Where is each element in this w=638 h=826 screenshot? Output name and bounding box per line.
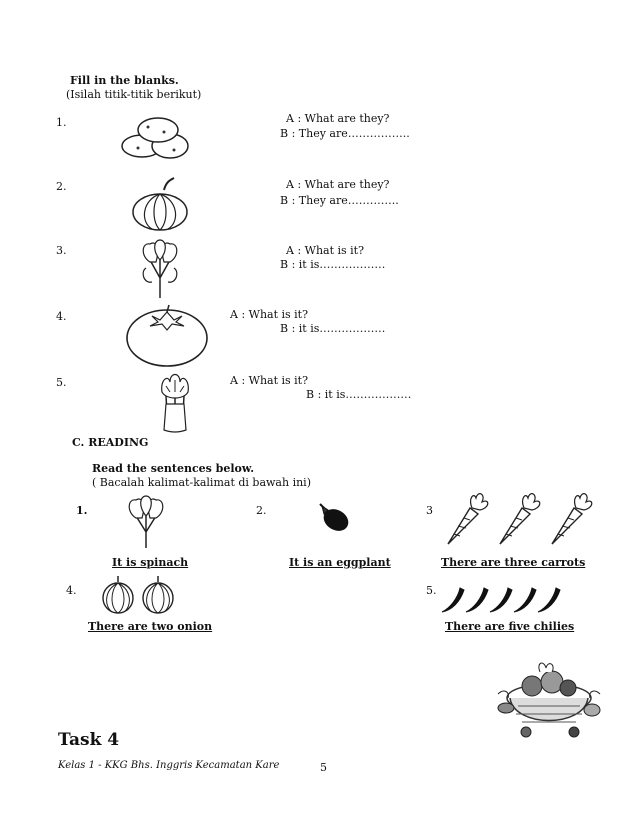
page-number: 5 xyxy=(320,761,327,774)
reading-caption-1: It is spinach xyxy=(112,556,189,569)
celery-icon xyxy=(158,370,192,432)
reading-caption-4: There are two onion xyxy=(88,620,213,633)
potatoes-icon xyxy=(118,112,198,162)
reading-instruction: Read the sentences below. xyxy=(92,462,255,475)
blank-number-5: 5. xyxy=(56,376,67,389)
dialog-a-5: A : What is it? xyxy=(230,374,309,387)
reading-instruction-id: ( Bacalah kalimat-kalimat di bawah ini) xyxy=(92,476,311,489)
page-subtitle: (Isilah titik-titik berikut) xyxy=(66,88,202,101)
reading-number-2: 2. xyxy=(256,504,267,517)
dialog-b-1: B : They are…………….. xyxy=(280,127,410,140)
reading-number-5: 5. xyxy=(426,584,437,597)
page-title: Fill in the blanks. xyxy=(70,74,179,87)
reading-caption-3: There are three carrots xyxy=(441,556,586,569)
blank-number-4: 4. xyxy=(56,310,67,323)
reading-heading: C. READING xyxy=(72,436,149,449)
blank-number-3: 3. xyxy=(56,244,67,257)
reading-caption-2: It is an eggplant xyxy=(289,556,391,569)
task-heading: Task 4 xyxy=(58,730,120,750)
blank-number-1: 1. xyxy=(56,116,67,129)
chili-icon xyxy=(440,584,564,614)
reading-number-3: 3 xyxy=(426,504,433,517)
dialog-b-5: B : it is……………… xyxy=(306,388,412,401)
carrot-icon xyxy=(440,490,590,548)
pumpkin-icon xyxy=(130,176,190,232)
footer-school: Kelas 1 - KKG Bhs. Inggris Kecamatan Kare xyxy=(58,760,280,771)
dialog-a-2: A : What are they? xyxy=(286,178,390,191)
eggplant-icon xyxy=(316,500,352,534)
dialog-b-2: B : They are………….. xyxy=(280,194,399,207)
tomato-icon xyxy=(124,302,210,368)
reading-number-4: 4. xyxy=(66,584,77,597)
spinach-icon xyxy=(124,494,168,550)
blank-number-2: 2. xyxy=(56,180,67,193)
vegetable-basket-icon xyxy=(496,658,602,738)
dialog-a-1: A : What are they? xyxy=(286,112,390,125)
dialog-a-4: A : What is it? xyxy=(230,308,309,321)
dialog-b-3: B : it is……………… xyxy=(280,258,386,271)
dialog-a-3: A : What is it? xyxy=(286,244,365,257)
onion-icon xyxy=(100,572,180,616)
reading-number-1: 1. xyxy=(76,504,88,517)
dialog-b-4: B : it is……………… xyxy=(280,322,386,335)
spinach-icon xyxy=(138,238,182,300)
reading-caption-5: There are five chilies xyxy=(445,620,575,633)
